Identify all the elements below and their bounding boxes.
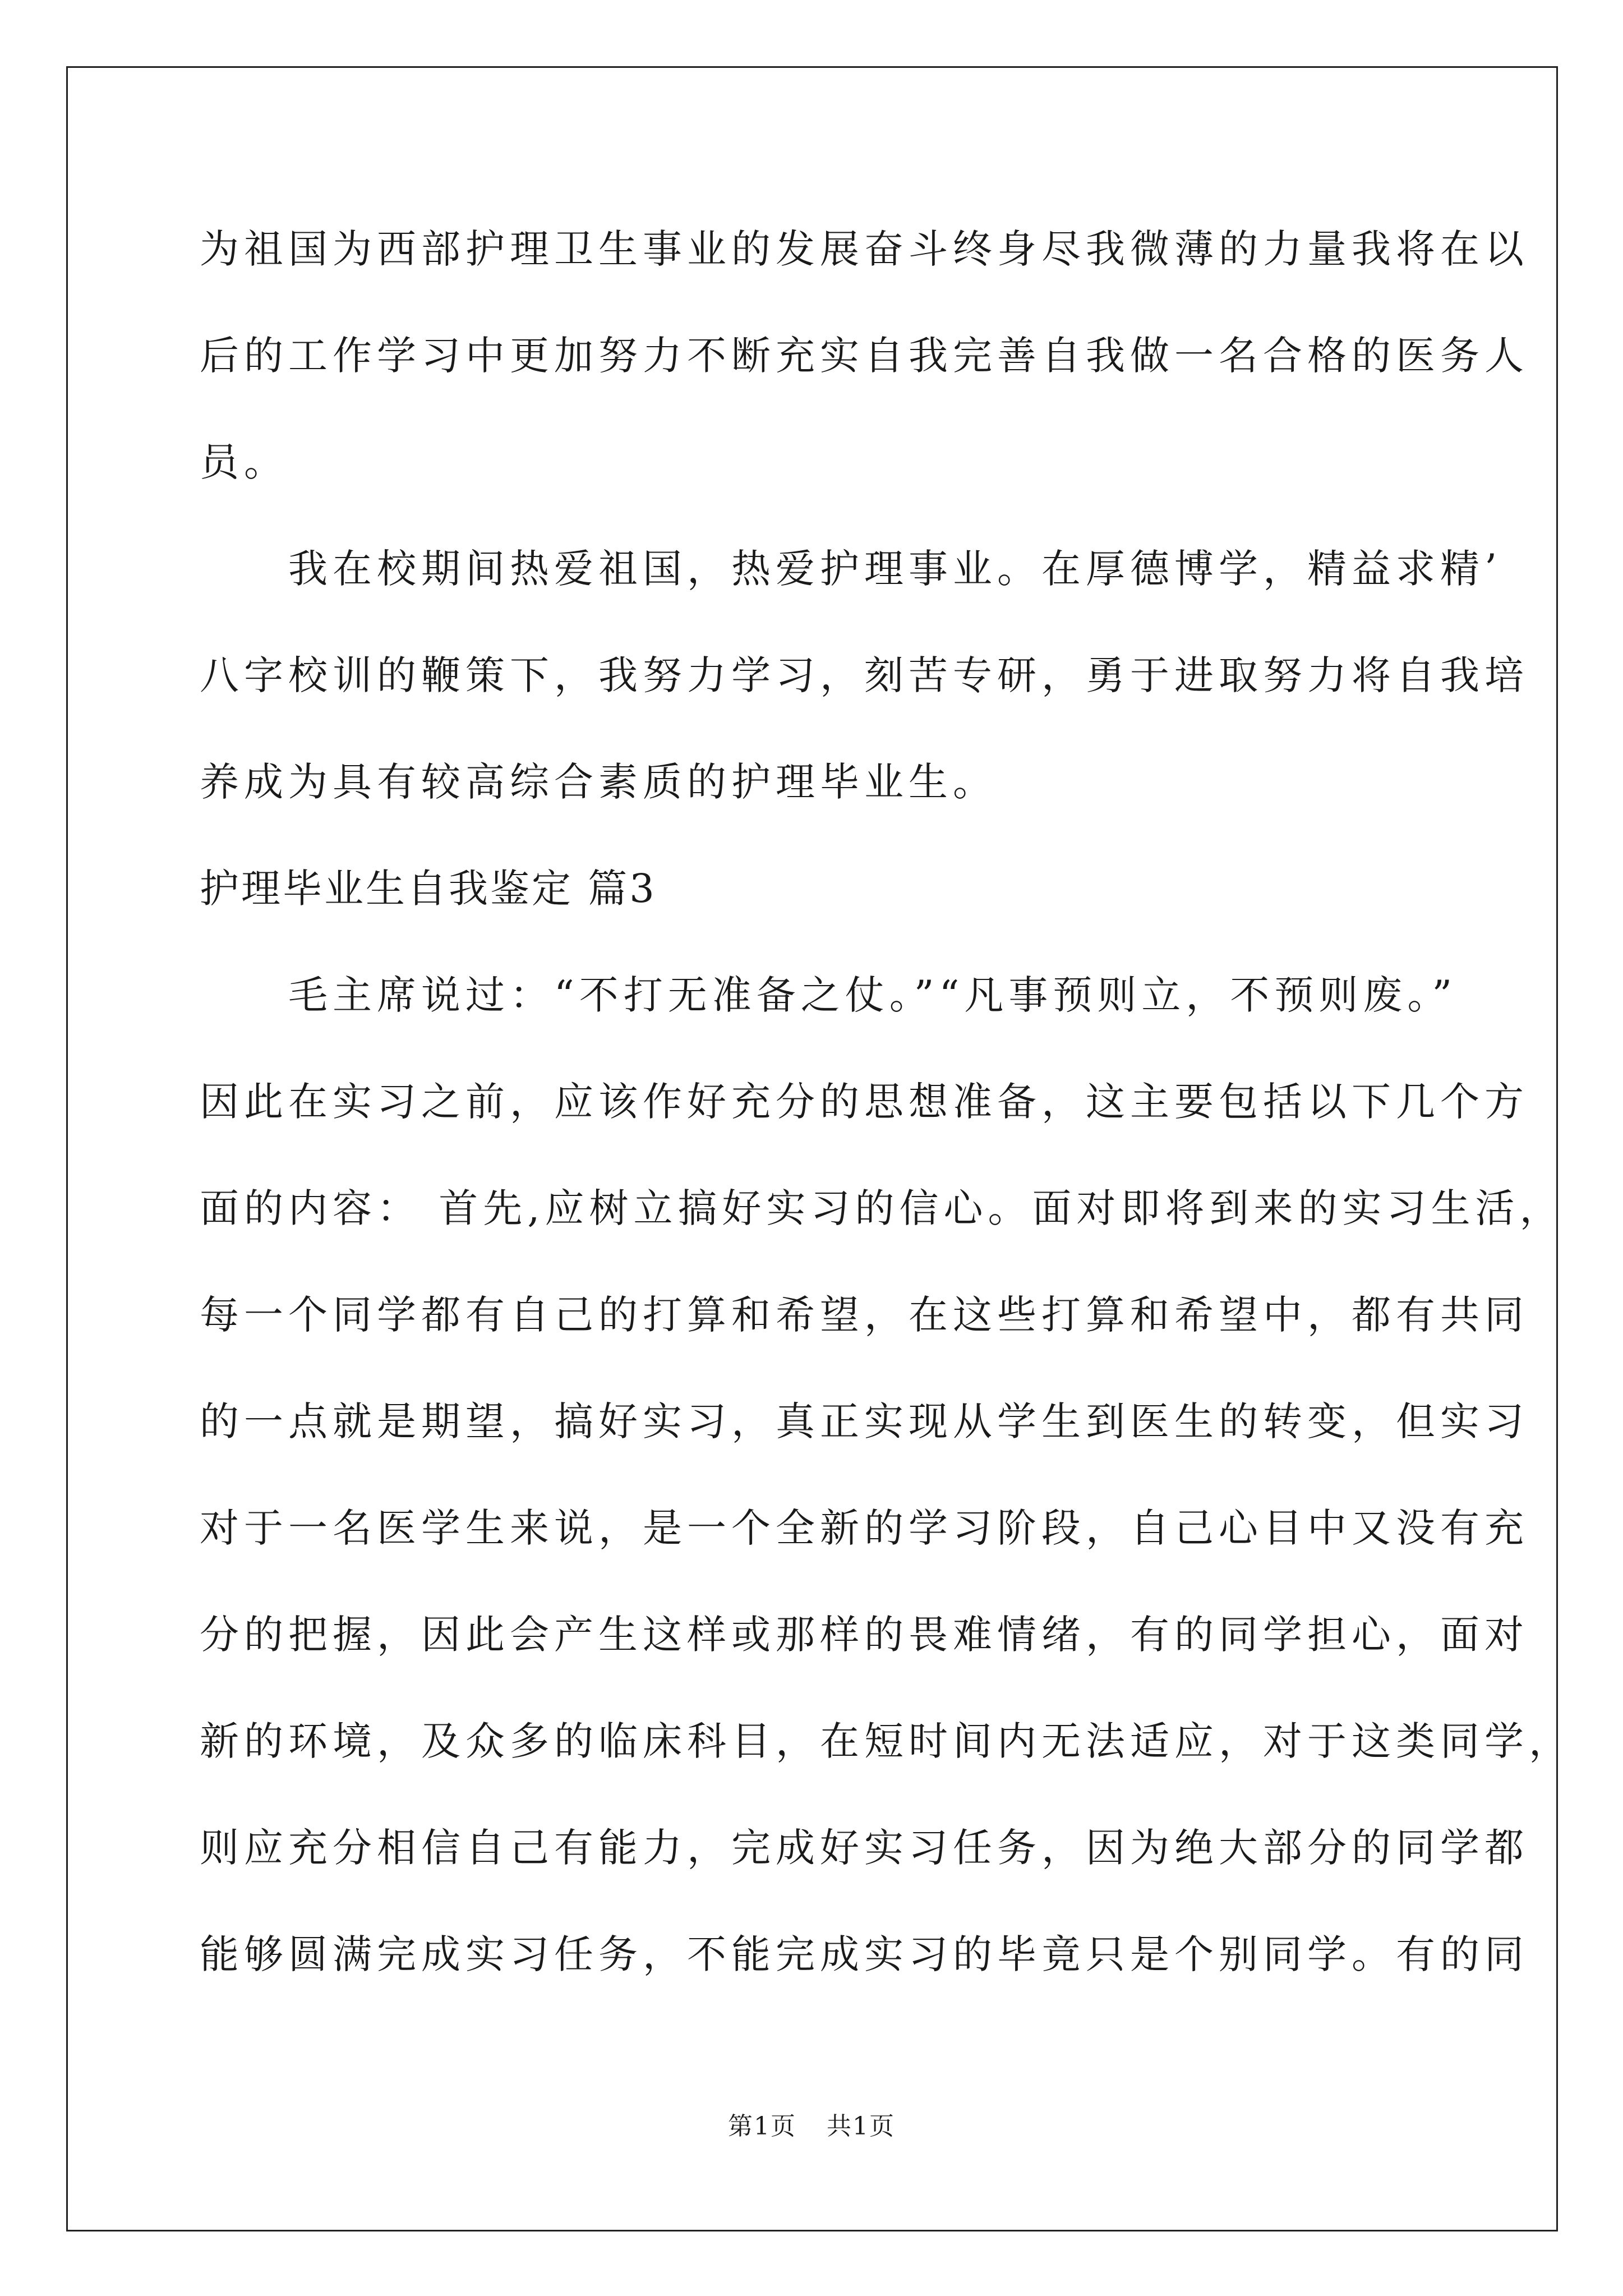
page-total: 共1页 [827, 2112, 895, 2141]
page-border [66, 66, 1558, 2231]
text-line-8: 毛主席说过：“不打无准备之仗。”“凡事预则立，不预则废。” [200, 972, 1458, 1018]
text-line-16: 则应充分相信自己有能力，完成好实习任务，因为绝大部分的同学都 [200, 1825, 1529, 1871]
text-line-10: 面的内容： 首先,应树立搞好实习的信心。面对即将到来的实习生活， [200, 1185, 1564, 1231]
text-line-6: 养成为具有较高综合素质的护理毕业生。 [200, 759, 997, 805]
text-line-5: 八字校训的鞭策下，我努力学习，刻苦专研，勇于进取努力将自我培 [200, 652, 1529, 698]
text-line-1: 为祖国为西部护理卫生事业的发展奋斗终身尽我微薄的力量我将在以 [200, 226, 1529, 272]
section-heading: 护理毕业生自我鉴定 篇3 [200, 866, 657, 912]
text-line-12: 的一点就是期望，搞好实习，真正实现从学生到医生的转变，但实习 [200, 1398, 1529, 1444]
text-line-17: 能够圆满完成实习任务，不能完成实习的毕竟只是个别同学。有的同 [200, 1931, 1529, 1977]
page-number: 第1页 [728, 2112, 796, 2141]
text-line-4: 我在校期间热爱祖国，热爱护理事业。在厚德博学，精益求精’ [200, 546, 1502, 592]
text-line-14: 分的把握，因此会产生这样或那样的畏难情绪，有的同学担心，面对 [200, 1612, 1529, 1658]
text-line-3: 员。 [200, 439, 288, 485]
text-line-15: 新的环境，及众多的临床科目，在短时间内无法适应，对于这类同学， [200, 1718, 1573, 1764]
text-line-9: 因此在实习之前，应该作好充分的思想准备，这主要包括以下几个方 [200, 1079, 1529, 1125]
text-line-13: 对于一名医学生来说，是一个全新的学习阶段，自己心目中又没有充 [200, 1505, 1529, 1551]
page-footer [0, 2111, 1623, 2142]
text-line-11: 每一个同学都有自己的打算和希望，在这些打算和希望中，都有共同 [200, 1292, 1529, 1338]
text-line-2: 后的工作学习中更加努力不断充实自我完善自我做一名合格的医务人 [200, 333, 1529, 379]
